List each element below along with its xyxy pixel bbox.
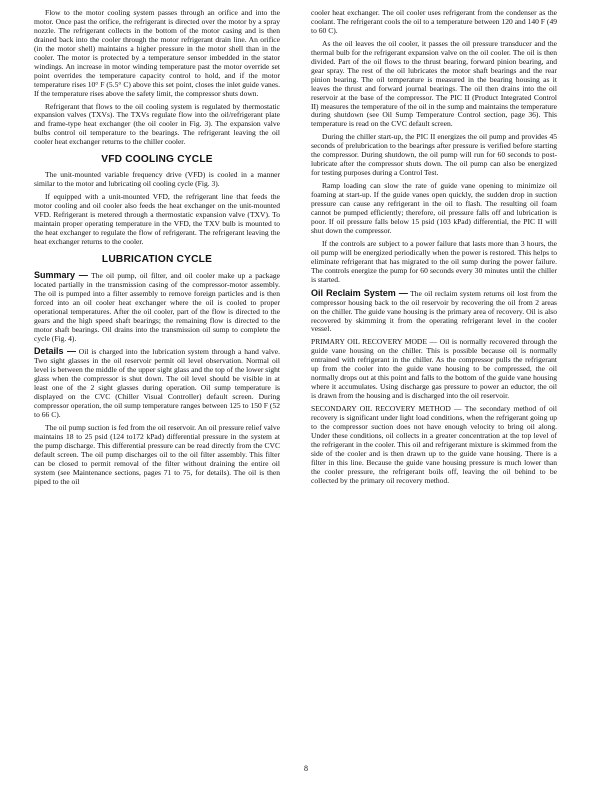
paragraph-oil-cooler-continued: cooler heat exchanger. The oil cooler uses refrigerant from the condenser as the coolant. The refrigerant cools the oil to a temperature between 120 and 140 F (49 to 60 C). xyxy=(311,8,557,35)
paragraph-summary xyxy=(34,271,280,344)
heading-lubrication-cycle: LUBRICATION CYCLE xyxy=(101,253,213,265)
details-text: Oil is charged into the lubrication system through a hand valve. Two sight glasses in the oil reservoir permit oil level observation. Normal oil level is between the middle of the upper sight glass and the top of the lower sight glass when the compressor is shut down. The oil level should be visible in at least one of the 2 sight glasses during operation. Oil sump temperature is displayed on the CVC (Chiller Visual Controller) default screen. During compressor operation, the oil sump temperature ranges between 125 to 150 F (52 to 66 C). xyxy=(34,347,280,420)
paragraph-oil-reclaim xyxy=(311,289,557,335)
paragraph-power-failure: If the controls are subject to a power failure that lasts more than 3 hours, the oil pump will be energized periodically when the power is restored. This helps to eliminate refrigerant that has migrated to the oil sump during the power failure. The controls energize the pump for 60 seconds every 30 minutes until the chiller is started. xyxy=(311,238,557,284)
paragraph-vfd-details: If equipped with a unit-mounted VFD, the refrigerant line that feeds the motor cooling and oil cooler also feeds the heat exchanger on the unit-mounted VFD. Refrigerant is metered through a thermostatic expansion valve (TXV). To maintain proper operating temperature in the VFD, the TXV bulb is mounted to the heat exchanger to regulate the flow of refrigerant. The refrigerant leaving the heat exchanger returns to the cooler. xyxy=(34,192,280,246)
paragraph-details xyxy=(34,347,280,420)
paragraph-oil-cooling: Refrigerant that flows to the oil cooling system is regulated by thermostatic expansion valves (TXVs). The TXVs regulate flow into the oil/refrigerant plate and frame-type heat exchanger (the oil cooler in Fig. 3). The expansion valve bulbs control oil temperature to the bearings. The refrigerant leaving the oil cooler heat exchanger returns to the chiller cooler. xyxy=(34,101,280,147)
paragraph-startup: During the chiller start-up, the PIC II energizes the oil pump and provides 45 seconds of prelubrication to the bearings after pressure is verified before starting the compressor. During shutdown, the oil pump will run for 60 seconds to post-lubricate after the compressor shuts down. The oil pump can also be energized for testing purposes during a Control Test. xyxy=(311,132,557,178)
page-number: 8 xyxy=(304,764,308,773)
paragraph-primary-recovery: PRIMARY OIL RECOVERY MODE — Oil is normally recovered through the guide vane housing on the chiller. This is possible because oil is normally entrained with refrigerant in the chiller. As the compressor pulls the refrigerant up from the cooler into the guide vane housing to be compressed, the oil normally drops out at this point and falls to the bottom of the guide vane housing where it accumulates. Using discharge gas pressure to power an eductor, the oil is drawn from the housing and is discharged into the oil reservoir. xyxy=(311,337,557,401)
details-runin-heading: Details — xyxy=(34,346,76,357)
paragraph-vfd-intro: The unit-mounted variable frequency drive (VFD) is cooled in a manner similar to the motor and lubricating oil cooling cycle (Fig. 3). xyxy=(34,170,280,189)
heading-vfd-cooling-cycle: VFD COOLING CYCLE xyxy=(101,154,213,166)
paragraph-secondary-recovery: SECONDARY OIL RECOVERY METHOD — The secondary method of oil recovery is significant under light load conditions, when the refrigerant going up to the compressor suction does not have enough velocity to bring oil along. Under these conditions, oil collects in a greater concentration at the top level of the refrigerant in the cooler. This oil and refrigerant mixture is skimmed from the side of the cooler and is then drawn up to the guide vane housing. There is a filter in this line. Because the guide vane housing pressure is much lower than the cooler pressure, the refrigerant boils off, leaving the oil behind to be collected by the primary oil recovery method. xyxy=(311,404,557,485)
paragraph-oil-leaves-cooler: As the oil leaves the oil cooler, it passes the oil pressure transducer and the thermal bulb for the refrigerant expansion valve on the oil cooler. The oil is then divided. Part of the oil flows to the thrust bearing, forward pinion bearing, and gear spray. The rest of the oil lubricates the motor shaft bearings and the rear pinion bearing. The oil temperature is measured in the bearing housing as it leaves the thrust and forward journal bearings. The oil then drains into the oil reservoir at the base of the compressor. The PIC II (Product Integrated Control II) measures the temperature of the oil in the sump and maintains the temperature during shutdown (see Oil Sump Temperature Control section, page 36). This temperature is read on the CVC default screen. xyxy=(311,38,557,129)
oil-reclaim-runin-heading: Oil Reclaim System — xyxy=(311,287,408,298)
paragraph-oil-pump: The oil pump suction is fed from the oil reservoir. An oil pressure relief valve maintains 18 to 25 psid (124 to172 kPad) differential pressure in the system at the pump discharge. This differential pressure can be read directly from the CVC default screen. The oil pump discharges oil to the oil filter assembly. This filter can be closed to permit removal of the filter without draining the entire oil system (see Maintenance sections, pages 71 to 75, for details). The oil is then piped to the oil xyxy=(34,423,280,486)
paragraph-ramp-loading: Ramp loading can slow the rate of guide vane opening to minimize oil foaming at start-up. If the guide vanes open quickly, the sudden drop in suction pressure can cause any refrigerant in the oil to flash. The resulting oil foam cannot be pumped efficiently; therefore, oil pressure falls off and lubrication is poor. If oil pressure falls below 15 psid (103 kPad) differential, the PIC II will shut down the compressor. xyxy=(311,181,557,235)
summary-runin-heading: Summary — xyxy=(34,269,88,280)
left-column xyxy=(34,9,280,491)
summary-text: The oil pump, oil filter, and oil cooler make up a package located partially in the transmission casing of the compressor-motor assembly. The oil is pumped into a filter assembly to remove foreign particles and is then forced into an oil cooler heat exchanger where the oil is cooled to proper operational temperatures. After the oil cooler, part of the flow is directed to the gears and the high speed shaft bearings; the remaining flow is directed to the motor shaft bearings. Oil drains into the transmission oil sump to complete the cycle (Fig. 4). xyxy=(34,270,280,343)
right-column xyxy=(311,9,557,490)
paragraph-motor-cooling: Flow to the motor cooling system passes through an orifice and into the motor. Once past the orifice, the refrigerant is directed over the motor by a spray nozzle. The refrigerant collects in the bottom of the motor casing and is then drained back into the cooler through the motor refrigerant drain line. An orifice (in the motor shell) maintains a higher pressure in the motor shell than in the cooler. The motor is protected by a temperature sensor imbedded in the stator windings. An increase in motor winding temperature past the motor override set point overrides the temperature capacity control to hold, and if the motor temperature rises 10° F (5.5° C) above this set point, closes the inlet guide vanes. If the temperature rises above the safety limit, the compressor shuts down. xyxy=(34,8,280,98)
oil-reclaim-text: The oil reclaim system returns oil lost from the compressor housing back to the oil reservoir by recovering the oil from 2 areas on the chiller. The guide vane housing is the primary area of recovery. Oil is also recovered by skimming it from the operating refrigerant level in the cooler vessel. xyxy=(311,288,557,334)
